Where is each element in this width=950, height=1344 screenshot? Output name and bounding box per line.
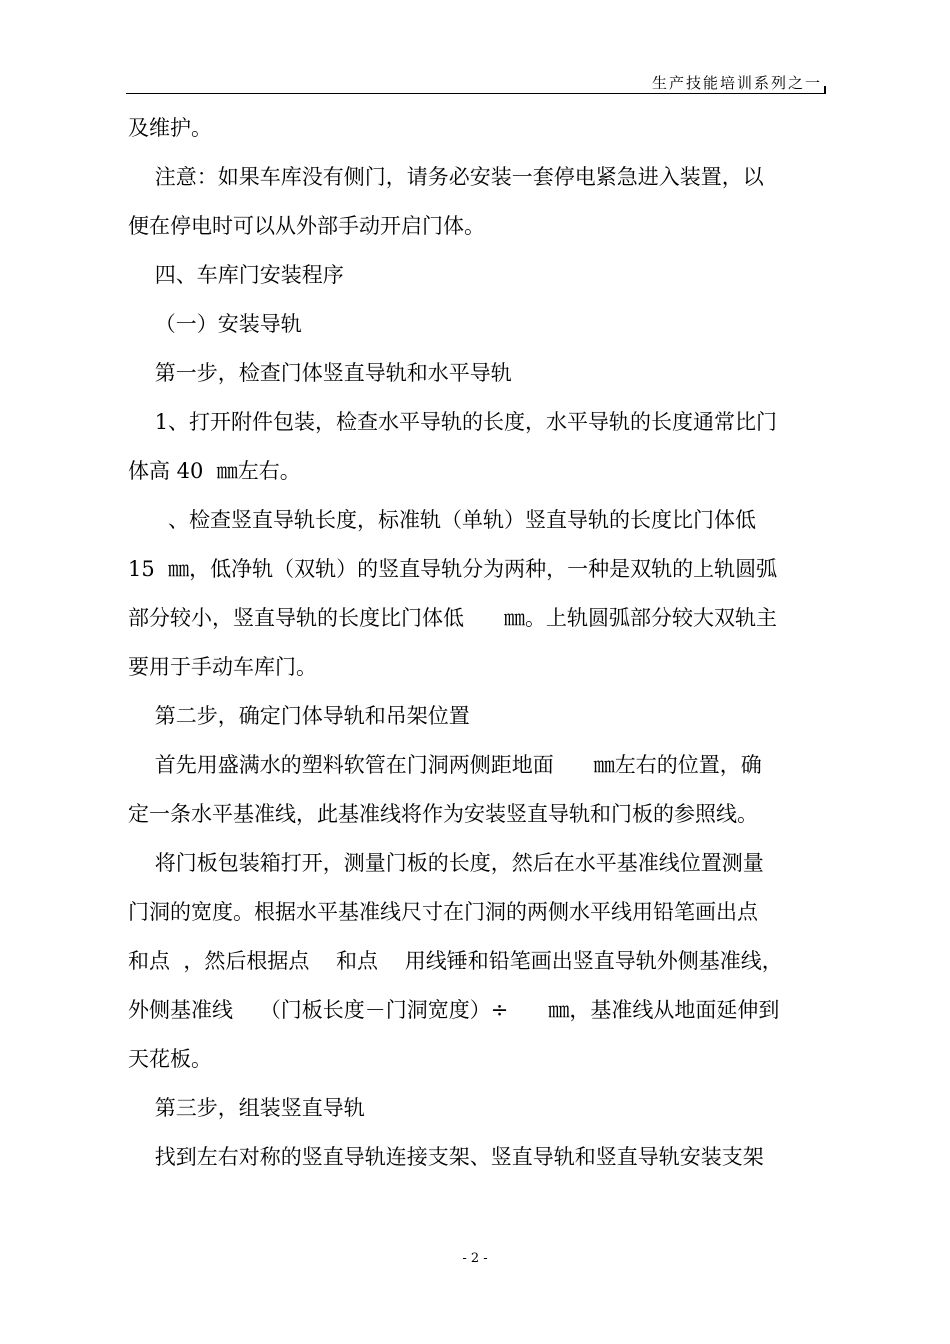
body-line: （一）安装导轨	[128, 312, 302, 336]
body-line: 首先用盛满水的塑料软管在门洞两侧距地面 ㎜左右的位置，确	[128, 753, 762, 777]
body-line: 第一步，检查门体竖直导轨和水平导轨	[128, 361, 512, 385]
body-line: 和点 ，然后根据点 和点 用线锤和铅笔画出竖直导轨外侧基准线，	[128, 949, 783, 973]
body-line: 定一条水平基准线，此基准线将作为安装竖直导轨和门板的参照线。	[128, 802, 758, 826]
body-line: 将门板包装箱打开，测量门板的长度，然后在水平基准线位置测量	[128, 851, 764, 875]
body-line: 注意：如果车库没有侧门，请务必安装一套停电紧急进入装置，以	[128, 165, 764, 189]
body-line: 15 ㎜，低净轨（双轨）的竖直导轨分为两种，一种是双轨的上轨圆弧	[128, 557, 778, 581]
header-rule	[126, 93, 824, 94]
body-line: 体高 40 ㎜左右。	[128, 459, 301, 483]
body-line: 外侧基准线 （门板长度－门洞宽度）÷ ㎜，基准线从地面延伸到	[128, 998, 780, 1022]
body-line: 要用于手动车库门。	[128, 655, 317, 679]
body-line: 第三步，组装竖直导轨	[128, 1096, 365, 1120]
body-line: 天花板。	[128, 1047, 212, 1071]
page-number: - 2 -	[462, 1251, 488, 1266]
body-line: 部分较小，竖直导轨的长度比门体低 ㎜。上轨圆弧部分较大双轨主	[128, 606, 778, 630]
body-line: 、检查竖直导轨长度，标准轨（单轨）竖直导轨的长度比门体低	[128, 508, 757, 532]
body-line: 第二步，确定门体导轨和吊架位置	[128, 704, 470, 728]
body-line: 1、打开附件包装，检查水平导轨的长度，水平导轨的长度通常比门	[128, 410, 778, 434]
body-line: 门洞的宽度。根据水平基准线尺寸在门洞的两侧水平线用铅笔画出点	[128, 900, 758, 924]
body-line: 及维护。	[128, 116, 212, 140]
body-line: 四、车库门安装程序	[128, 263, 344, 287]
header-title: 生产技能培训系列之一	[651, 74, 822, 92]
header-rule-mark	[824, 86, 826, 94]
body-line: 找到左右对称的竖直导轨连接支架、竖直导轨和竖直导轨安装支架	[128, 1145, 764, 1169]
body-line: 便在停电时可以从外部手动开启门体。	[128, 214, 485, 238]
